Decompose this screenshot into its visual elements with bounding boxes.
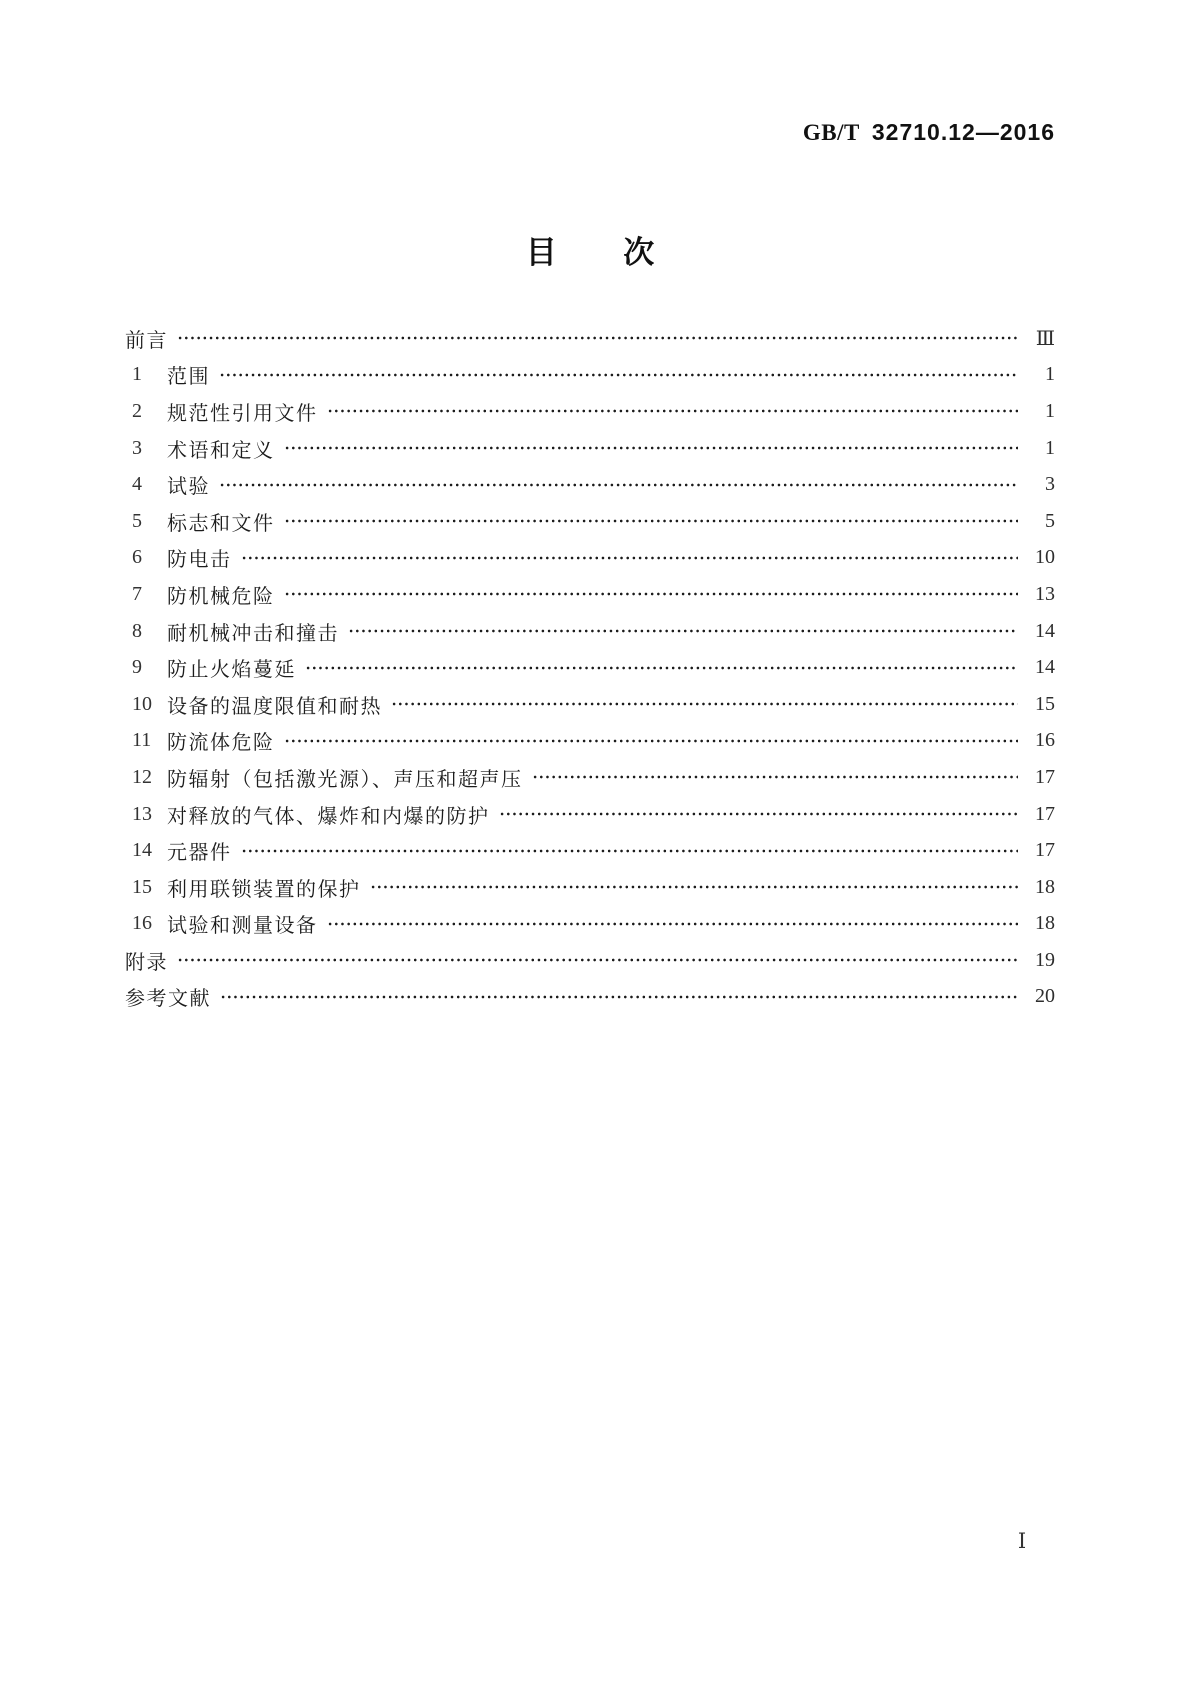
toc-row <box>125 759 1055 796</box>
dot-leader <box>532 773 1019 781</box>
toc-row <box>125 869 1055 906</box>
toc-entry-number: 10 <box>132 692 152 715</box>
toc-entry-title: 附录 <box>125 951 168 974</box>
dot-leader <box>177 334 1018 342</box>
toc-entry-page: 16 <box>1035 729 1055 752</box>
toc-row <box>125 613 1055 650</box>
toc-entry-title: 标志和文件 <box>167 512 275 535</box>
dot-leader <box>284 517 1019 525</box>
toc-entry-title: 设备的温度限值和耐热 <box>167 695 382 718</box>
toc-row <box>125 649 1055 686</box>
toc-row <box>125 979 1055 1016</box>
toc-entry-title: 前言 <box>125 329 168 352</box>
dot-leader <box>327 920 1019 928</box>
toc-entry-number: 8 <box>132 619 142 642</box>
toc-entry-page: 20 <box>1035 985 1055 1008</box>
dot-leader <box>220 993 1018 1001</box>
standard-code-number: 32710.12—2016 <box>871 119 1055 145</box>
toc-row <box>125 393 1055 430</box>
toc-entry-number: 14 <box>132 839 152 862</box>
dot-leader <box>327 407 1019 415</box>
toc-entry-title: 防止火焰蔓延 <box>167 659 296 682</box>
dot-leader <box>219 481 1018 489</box>
dot-leader <box>177 956 1018 964</box>
toc-entry-page: 18 <box>1035 912 1055 935</box>
dot-leader <box>370 883 1019 891</box>
toc-entry-title: 参考文献 <box>125 988 211 1011</box>
toc-entry-number: 13 <box>132 802 152 825</box>
folio-page-number: Ⅰ <box>1017 1529 1027 1553</box>
toc-entry-number: 9 <box>132 656 142 679</box>
toc-entry-page: 17 <box>1035 839 1055 862</box>
toc-row <box>125 430 1055 467</box>
toc-entry-page: 17 <box>1035 802 1055 825</box>
dot-leader <box>499 810 1019 818</box>
dot-leader <box>391 700 1018 708</box>
toc-entry-number: 7 <box>132 582 142 605</box>
toc-entry-number: 1 <box>132 363 142 386</box>
toc-row <box>125 503 1055 540</box>
toc-entry-page: Ⅲ <box>1035 327 1055 350</box>
toc-entry-title: 利用联锁装置的保护 <box>167 878 361 901</box>
dot-leader <box>219 371 1018 379</box>
toc-entry-page: 13 <box>1035 582 1055 605</box>
toc-entry-number: 2 <box>132 399 142 422</box>
toc-entry-number: 5 <box>132 509 142 532</box>
dot-leader <box>284 444 1019 452</box>
toc-entry-number: 16 <box>132 912 152 935</box>
toc-entry-page: 3 <box>1045 473 1055 496</box>
toc-entry-page: 14 <box>1035 619 1055 642</box>
toc-entry-title: 防机械危险 <box>167 585 275 608</box>
toc-entry-page: 15 <box>1035 692 1055 715</box>
page-title: 目 次 <box>525 235 655 270</box>
toc-entry-page: 17 <box>1035 765 1055 788</box>
toc-row <box>125 466 1055 503</box>
toc-entry-title: 试验 <box>167 476 210 499</box>
toc-list <box>125 320 1055 1015</box>
toc-entry-title: 防流体危险 <box>167 732 275 755</box>
toc-row <box>125 906 1055 943</box>
toc-row <box>125 686 1055 723</box>
toc-row <box>125 796 1055 833</box>
toc-row <box>125 540 1055 577</box>
toc-entry-page: 1 <box>1045 399 1055 422</box>
toc-entry-title: 试验和测量设备 <box>167 915 318 938</box>
toc-row <box>125 723 1055 760</box>
toc-entry-number: 3 <box>132 436 142 459</box>
toc-entry-page: 1 <box>1045 363 1055 386</box>
toc-row <box>125 576 1055 613</box>
dot-leader <box>241 554 1019 562</box>
toc-row <box>125 832 1055 869</box>
standard-code-header <box>803 119 1055 146</box>
toc-entry-title: 对释放的气体、爆炸和内爆的防护 <box>167 805 490 828</box>
dot-leader <box>305 664 1018 672</box>
dot-leader <box>284 590 1019 598</box>
toc-entry-title: 术语和定义 <box>167 439 275 462</box>
toc-row <box>125 357 1055 394</box>
toc-row <box>125 942 1055 979</box>
toc-entry-title: 规范性引用文件 <box>167 402 318 425</box>
toc-entry-number: 12 <box>132 765 152 788</box>
toc-entry-page: 19 <box>1035 948 1055 971</box>
dot-leader <box>348 627 1018 635</box>
toc-entry-number: 15 <box>132 875 152 898</box>
toc-entry-page: 10 <box>1035 546 1055 569</box>
toc-entry-number: 11 <box>132 729 152 752</box>
toc-entry-page: 1 <box>1045 436 1055 459</box>
toc-entry-page: 14 <box>1035 656 1055 679</box>
toc-entry-title: 耐机械冲击和撞击 <box>167 622 339 645</box>
toc-entry-page: 5 <box>1045 509 1055 532</box>
standard-code-prefix: GB/T <box>802 120 860 145</box>
toc-entry-number: 4 <box>132 473 142 496</box>
toc-entry-page: 18 <box>1035 875 1055 898</box>
toc-row <box>125 320 1055 357</box>
toc-entry-title: 防辐射（包括激光源）、声压和超声压 <box>167 768 523 791</box>
toc-entry-number: 6 <box>132 546 142 569</box>
dot-leader <box>241 847 1019 855</box>
toc-entry-title: 防电击 <box>167 549 232 572</box>
dot-leader <box>284 737 1019 745</box>
toc-entry-title: 元器件 <box>167 842 232 865</box>
toc-entry-title: 范围 <box>167 366 210 389</box>
